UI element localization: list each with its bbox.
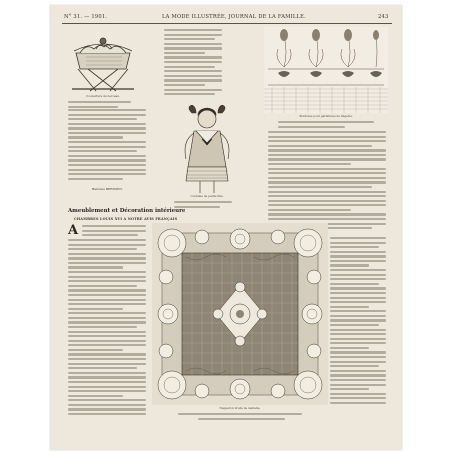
embroidery-pattern <box>264 27 388 113</box>
tablecloth-caption: Napperon brodé de dentelle. <box>219 406 261 410</box>
top-middle-column <box>164 29 222 98</box>
journal-title: LA MODE ILLUSTRÉE, JOURNAL DE LA FAMILLE. <box>162 14 307 20</box>
left-column-text <box>68 109 146 182</box>
lace-tablecloth-illustration <box>152 223 328 405</box>
page-header <box>50 14 402 22</box>
right-upper-column <box>268 131 386 232</box>
magazine-page <box>50 5 402 450</box>
issue-number: N° 31. — 1901. <box>64 14 108 20</box>
left-lower-column <box>68 239 146 418</box>
cradle-caption: Couverture de berceau. <box>86 94 120 98</box>
cradle-illustration <box>66 29 140 95</box>
drop-cap: A <box>68 223 79 238</box>
article-title: Ameublement et Décoration intérieure <box>68 208 186 214</box>
tablecloth-caption-text <box>178 413 302 422</box>
signature: Baronne BERNSEN. <box>92 187 123 191</box>
embroidery-caption: Bordures pour garnitures de lingerie. <box>299 114 353 118</box>
page-number: 243 <box>378 14 389 20</box>
child-caption: Costume de petite fille. <box>190 194 224 198</box>
drop-cap-lines <box>82 225 146 239</box>
right-lower-column <box>330 237 386 406</box>
article-subtitle: CHAMBRES LOUIS XVI A NOTRE AVIS FRANÇAIS <box>74 217 178 221</box>
header-rule <box>62 23 392 24</box>
child-illustration <box>172 105 242 195</box>
embroidery-caption-text <box>278 121 374 130</box>
